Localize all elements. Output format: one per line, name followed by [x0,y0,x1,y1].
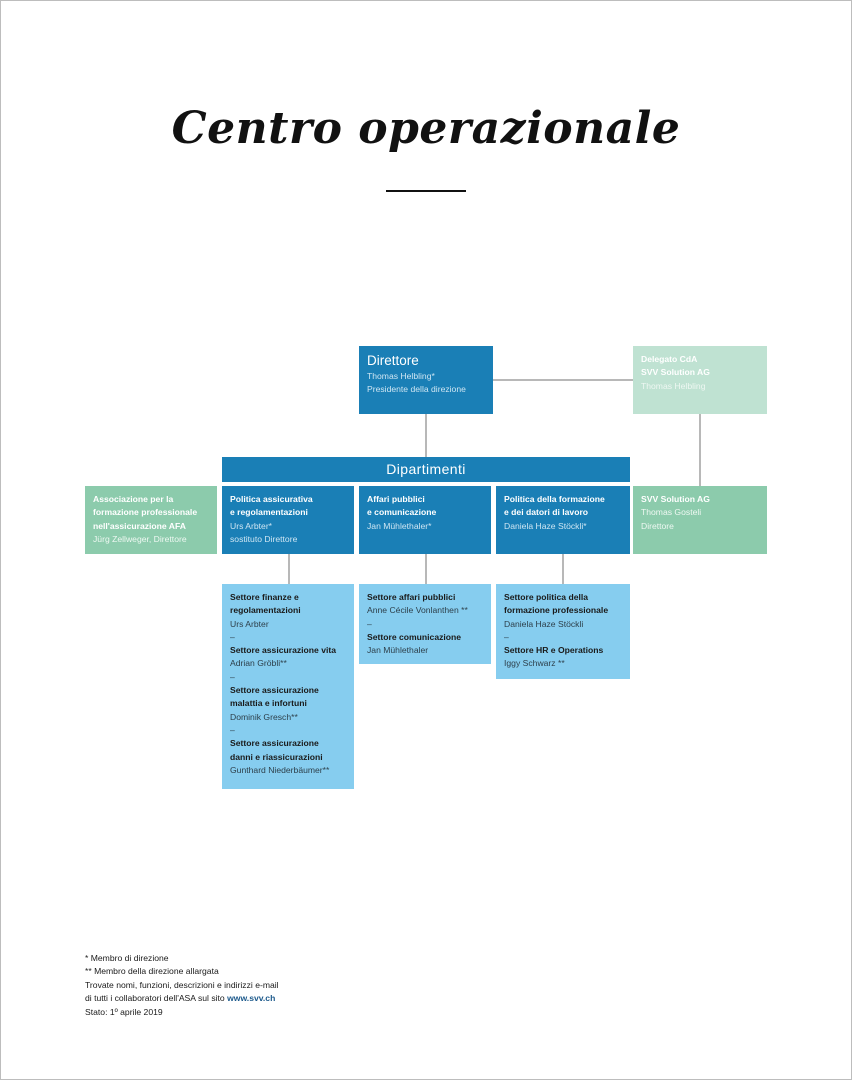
sector-name: Gunthard Niederbäumer** [230,764,330,775]
dept-title-line2: e regolamentazioni [230,507,308,518]
director-heading: Direttore [367,353,419,368]
dept-title-line1: Politica assicurativa [230,494,313,504]
dept-title-line2: e dei datori di lavoro [504,507,589,518]
dept-head-name: Daniela Haze Stöckli* [504,520,587,531]
svv-title: SVV Solution AG [641,494,710,504]
afa-line3: nell'assicurazione AFA [93,520,186,531]
svv-name: Thomas Gosteli [641,507,702,518]
website-link[interactable]: www.svv.ch [227,993,276,1004]
delegate-company: SVV Solution AG [641,367,710,378]
sector-separator: – [230,671,235,682]
sector-title: Settore assicurazione [230,685,319,696]
footer-info-line: Trovate nomi, funzioni, descrizioni e indirizzi e-mail [85,979,279,990]
footer-status-date: Stato: 1º aprile 2019 [85,1006,163,1017]
title-rule [386,190,466,192]
sector-name: Daniela Haze Stöckli [504,618,584,629]
afa-line2: formazione professionale [93,507,198,518]
dept-head-name: Urs Arbter* [230,520,273,531]
director-box [359,346,493,414]
footnote-director-member: * Membro di direzione [85,953,169,963]
sector-title: formazione professionale [504,605,609,616]
dept-politica-assicurativa [222,486,354,554]
sectors-politica-assicurativa [222,584,354,789]
sectors-affari-pubblici [359,584,491,664]
sector-name: Anne Cécile Vonlanthen ** [367,605,468,616]
footnote-extended-member: ** Membro della direzione allargata [85,966,219,977]
sector-name: Iggy Schwarz ** [504,658,565,669]
delegate-name: Thomas Helbling [641,380,706,391]
director-role: Presidente della direzione [367,384,466,395]
dept-title-line1: Affari pubblici [367,494,425,504]
afa-box [85,486,217,554]
dept-politica-formazione [496,486,630,554]
sector-title: danni e riassicurazioni [230,751,323,762]
sector-title: Settore affari pubblici [367,592,456,602]
delegate-title: Delegato CdA [641,354,698,364]
dept-head-name: Jan Mühlethaler* [367,520,432,531]
sector-separator: – [230,724,235,735]
sector-name: Dominik Gresch** [230,711,298,722]
sector-title: Settore comunicazione [367,631,462,642]
svv-solution-box [633,486,767,554]
footer-notes [85,952,279,1019]
sector-title: Settore assicurazione [230,738,319,749]
sector-name: Jan Mühlethaler [367,645,429,656]
sector-separator: – [367,618,372,629]
connector-dept2-sectors [425,554,427,584]
sectors-politica-formazione [496,584,630,679]
connector-dept1-sectors [288,554,290,584]
sector-title: regolamentazioni [230,605,301,616]
delegate-box [633,346,767,414]
afa-line1: Associazione per la [93,494,174,504]
sector-title: Settore finanze e [230,592,299,602]
sector-title: Settore assicurazione vita [230,645,337,656]
svv-role: Direttore [641,520,674,531]
sector-separator: – [230,631,235,642]
dept-affari-pubblici [359,486,491,554]
dept-head-role: sostituto Direttore [230,533,298,544]
sector-title: Settore HR e Operations [504,645,604,656]
sector-title: malattia e infortuni [230,698,307,709]
connector-director-departments [425,414,427,457]
footer-info-line-2 [85,992,279,1005]
sector-separator: – [504,631,509,642]
dept-title-line1: Politica della formazione [504,494,605,504]
connector-dept3-sectors [562,554,564,584]
sector-name: Urs Arbter [230,618,269,629]
director-name: Thomas Helbling* [367,371,435,381]
sector-title: Settore politica della [504,592,589,602]
footer-info-text: di tutti i collaboratori dell'ASA sul sito [85,993,225,1004]
sector-name: Adrian Gröbli** [230,658,287,669]
afa-name: Jürg Zellweger, Direttore [93,533,187,544]
dept-title-line2: e comunicazione [367,507,437,518]
page-title: Centro operazionale [171,103,681,154]
departments-bar: Dipartimenti [222,457,630,482]
connector-delegate-svv [699,414,701,486]
connector-director-delegate [493,379,633,381]
